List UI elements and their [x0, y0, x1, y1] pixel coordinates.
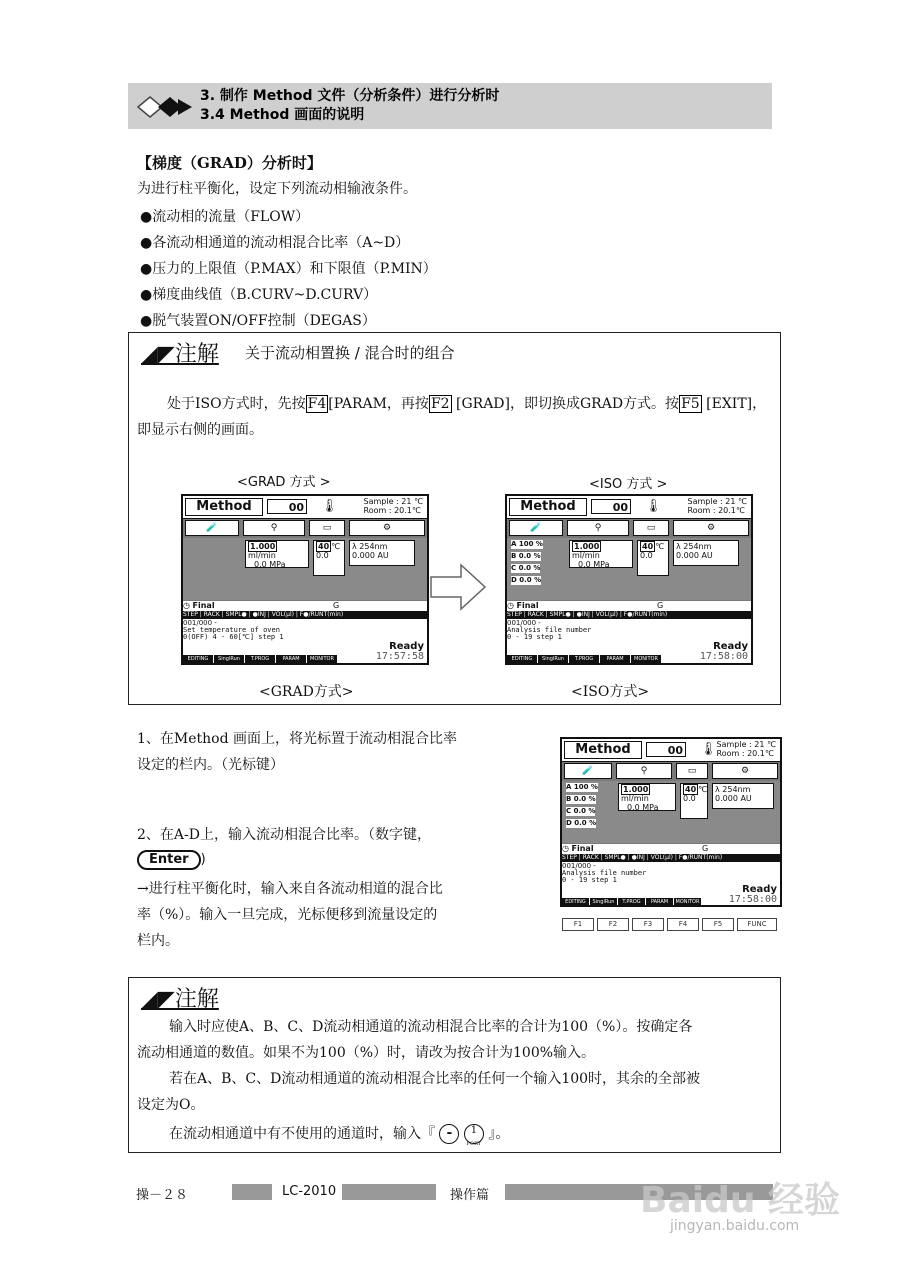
- chapter-title: 3. 制作 Method 文件（分析条件）进行分析时: [200, 88, 500, 104]
- status-ready: Ready 17:58:00: [728, 884, 777, 905]
- note2-heading: ◢◤注解: [141, 987, 219, 1012]
- temperatures: Sample : 21 ℃ Room : 20.1℃: [363, 497, 423, 515]
- fkey-singlrun[interactable]: SinglRun: [590, 898, 617, 906]
- fkey-tprog[interactable]: T.PROG: [245, 655, 275, 663]
- flow-value[interactable]: 1.000: [623, 785, 649, 794]
- tab-pump[interactable]: ⚲: [567, 520, 629, 536]
- minus-key-icon: -: [439, 1124, 459, 1144]
- watermark-url: jingyan.baidu.com: [670, 1218, 800, 1234]
- bullet-flow: ●流动相的流量（FLOW）: [140, 209, 310, 225]
- tab-detector[interactable]: ⚙: [712, 763, 778, 779]
- step1-line1: 1、在Method 画面上，将光标置于流动相混合比率: [137, 731, 458, 747]
- note2-p1a: 输入时应使A、B、C、D流动相通道的流动相混合比率的合计为100（%）。按确定各: [169, 1019, 693, 1035]
- iso-label-top: <ISO 方式 >: [589, 477, 668, 492]
- right-arrow-icon: [429, 563, 489, 611]
- tab-oven[interactable]: ▭: [633, 520, 669, 536]
- grad-label-top: <GRAD 方式 >: [237, 475, 331, 490]
- tab-bottle[interactable]: 🧪: [564, 763, 612, 779]
- tab-detector[interactable]: ⚙: [349, 520, 425, 536]
- note-subtitle: 关于流动相置换 / 混合时的组合: [245, 344, 455, 362]
- fkey-monitor[interactable]: MONITOR: [675, 899, 700, 905]
- table-row[interactable]: 001/000 -: [562, 862, 780, 871]
- status-ready: Ready 17:58:00: [699, 641, 748, 662]
- tab-oven[interactable]: ▭: [676, 763, 708, 779]
- enter-key: Enter: [137, 850, 201, 870]
- model-name: LC-2010: [282, 1184, 337, 1199]
- status-ready: Ready 17:57:58: [375, 641, 424, 662]
- footer-bar-2: [342, 1184, 436, 1200]
- fkey-editing[interactable]: EDITING: [183, 655, 213, 663]
- thermometer-icon: 🌡: [645, 499, 662, 514]
- screen-title: Method: [509, 498, 587, 516]
- step2-line1: 2、在A-D上，输入流动相混合比率。（数字键，: [137, 827, 431, 843]
- thermometer-icon: 🌡: [321, 499, 338, 514]
- f2-button[interactable]: F2: [597, 918, 629, 931]
- flow-value[interactable]: 1.000: [574, 542, 600, 551]
- iso-label-bottom: <ISO方式>: [571, 684, 650, 700]
- step2-line3: →进行柱平衡化时，输入来自各流动相道的混合比: [137, 881, 443, 897]
- function-key-bar: [562, 898, 702, 906]
- oven-set[interactable]: 40: [642, 542, 654, 551]
- table-header: STEP | RACK | SMPL● | ●INJ | VOL(μl) | F●/RUNT(min): [562, 854, 780, 862]
- fkey-monitor[interactable]: MONITOR: [631, 655, 661, 663]
- bullet-curve: ●梯度曲线值（B.CURV~D.CURV）: [140, 287, 378, 303]
- note-heading: ◢◤注解: [141, 342, 219, 367]
- channel-a[interactable]: A 100 %: [566, 783, 598, 791]
- step1-line2: 设定的栏内。（光标键）: [137, 757, 284, 773]
- f5-key: F5: [681, 396, 700, 412]
- tab-detector[interactable]: ⚙: [673, 520, 749, 536]
- fkey-singlrun[interactable]: SinglRun: [214, 655, 244, 663]
- message-area: Set temperature of oven 0(OFF) 4 - 60[℃] step 1: [183, 627, 427, 642]
- grad-heading: 【梯度（GRAD）分析时】: [137, 154, 322, 172]
- temperatures: Sample : 21 ℃ Room : 20.1℃: [716, 740, 776, 758]
- note2-p2b: 设定为O。: [137, 1097, 205, 1113]
- one-key-icon: 1 PORT: [464, 1124, 484, 1144]
- fkey-param[interactable]: PARAM: [646, 898, 673, 906]
- tab-bottle[interactable]: 🧪: [185, 520, 239, 536]
- tab-pump[interactable]: ⚲: [243, 520, 305, 536]
- fkey-param[interactable]: PARAM: [276, 655, 306, 663]
- fkey-tprog[interactable]: T.PROG: [618, 898, 645, 906]
- note-paragraph-end: 即显示右侧的画面。: [137, 422, 263, 438]
- channel-b[interactable]: B 0.0 %: [511, 552, 541, 560]
- diamond-arrow-icon: [136, 93, 196, 121]
- fkey-param[interactable]: PARAM: [600, 655, 630, 663]
- note-paragraph: 处于ISO方式时，先按 F4 [PARAM，再按 F2 [GRAD]，即切换成GRAD方式。按 F5 [EXIT]，: [167, 396, 767, 412]
- oven-set[interactable]: 40: [685, 785, 697, 794]
- channel-c[interactable]: C 0.0 %: [511, 564, 541, 572]
- message-area: Analysis file number 0 - 19 step 1: [562, 870, 780, 885]
- channel-d[interactable]: D 0.0 %: [566, 819, 597, 827]
- f4-button[interactable]: F4: [667, 918, 699, 931]
- step-screen: Method 00 🌡 Sample : 21 ℃ Room : 20.1℃ 🧪 ⚲ ▭ ⚙ A 100 % B 0.0 % C 0.0 % D 0.0 % 1.000 ml/min 0.0 MPa 40 ℃ 0.0 λ 254nm 0.000 AU ◷ Final G STEP | RACK | SMPL● | ●INJ | VOL(μl) | F●/RUNT(min) 001/000 - Analysis file number 0 - 19 step 1 Ready 17:58:00 EDITING SinglRun T.PROG PARAM MONITOR: [560, 737, 782, 907]
- fkey-singlrun[interactable]: SinglRun: [538, 655, 568, 663]
- oven-set[interactable]: 40: [318, 542, 330, 551]
- iso-screen: Method 00 🌡 Sample : 21 ℃ Room : 20.1℃ 🧪 ⚲ ▭ ⚙ A 100 % B 0.0 % C 0.0 % D 0.0 % 1.000 ml/min 0.0 MPa 40 ℃ 0.0 λ 254nm 0.000 AU ◷ Final G STEP | RACK | SMPL● | ●INJ | VOL(μl) | F●/RUNT(min) 001/000 - Analysis file number 0 - 19 step 1 Ready 17:58:00 EDITING SinglRun T.PROG PARAM MONITOR: [505, 494, 753, 665]
- note-box-2: [128, 977, 781, 1153]
- watermark-logo: Baidu 经验: [640, 1180, 841, 1221]
- tab-bottle[interactable]: 🧪: [509, 520, 563, 536]
- function-key-bar: [183, 655, 338, 663]
- table-row[interactable]: 001/000 -: [183, 619, 427, 628]
- flow-value[interactable]: 1.000: [250, 542, 276, 551]
- footer-bar-1: [232, 1184, 272, 1200]
- screen-title: Method: [564, 741, 642, 759]
- intro-text: 为进行柱平衡化，设定下列流动相输液条件。: [137, 181, 417, 197]
- step2-line4: 率（%）。输入一旦完成，光标便移到流量设定的: [137, 907, 438, 923]
- f4-key: F4: [307, 396, 327, 412]
- tab-pump[interactable]: ⚲: [616, 763, 672, 779]
- thermometer-icon: 🌡: [700, 742, 717, 757]
- channel-a[interactable]: A 100 %: [511, 540, 543, 548]
- grad-label-bottom: <GRAD方式>: [259, 684, 354, 700]
- table-header: STEP | RACK | SMPL● | ●INJ | VOL(μl) | F●/RUNT(min): [507, 611, 751, 619]
- channel-d[interactable]: D 0.0 %: [511, 576, 542, 584]
- bullet-ratio: ●各流动相通道的流动相混合比率（A~D）: [140, 235, 410, 251]
- bullet-degas: ●脱气装置ON/OFF控制（DEGAS）: [140, 313, 376, 329]
- file-number: 00: [591, 499, 631, 514]
- note2-p1b: 流动相通道的数值。如果不为100（%）时，请改为按合计为100%输入。: [137, 1045, 596, 1061]
- message-area: Analysis file number 0 - 19 step 1: [507, 627, 751, 642]
- step2-line5: 栏内。: [137, 933, 179, 949]
- note2-p3: 在流动相通道中有不使用的通道时，输入『 - 1 PORT 』。: [169, 1125, 510, 1147]
- channel-c[interactable]: C 0.0 %: [566, 807, 596, 815]
- f2-key: F2: [430, 396, 450, 412]
- function-key-bar: [507, 655, 662, 663]
- part-name: 操作篇: [450, 1188, 490, 1203]
- table-header: STEP | RACK | SMPL● | ●INJ | VOL(μl) | F●/RUNT(min): [183, 611, 427, 619]
- note2-p2a: 若在A、B、C、D流动相通道的流动相混合比率的任何一个输入100时，其余的全部被: [169, 1071, 701, 1087]
- f5-button[interactable]: F5: [702, 918, 734, 931]
- fkey-tprog[interactable]: T.PROG: [569, 655, 599, 663]
- screen-title: Method: [185, 498, 263, 516]
- bullet-pressure: ●压力的上限值（P.MAX）和下限值（P.MIN）: [140, 261, 437, 277]
- table-row[interactable]: 001/000 -: [507, 619, 751, 628]
- fkey-monitor[interactable]: MONITOR: [307, 655, 337, 663]
- grad-screen: Method 00 🌡 Sample : 21 ℃ Room : 20.1℃ 🧪 ⚲ ▭ ⚙ 1.000 ml/min 0.0 MPa 40 ℃ 0.0 λ 254nm 0.000 AU ◷ Final G STEP | RACK | SMPL● | ●INJ | VOL(μl) | F●/RUNT(min) 001/000 - Set temperature of oven 0(OFF) 4 - 60[℃] step 1 Ready 17:57:58 EDITING SinglRun T.PROG PARAM MONITOR: [181, 494, 429, 665]
- section-title: 3.4 Method 画面的说明: [200, 107, 365, 123]
- enter-key-line: Enter ): [137, 850, 206, 870]
- f1-button[interactable]: F1: [562, 918, 594, 931]
- tab-oven[interactable]: ▭: [309, 520, 345, 536]
- file-number: 00: [646, 742, 686, 757]
- func-button[interactable]: FUNC: [737, 918, 777, 931]
- channel-b[interactable]: B 0.0 %: [566, 795, 596, 803]
- f3-button[interactable]: F3: [632, 918, 664, 931]
- temperatures: Sample : 21 ℃ Room : 20.1℃: [687, 497, 747, 515]
- fkey-editing[interactable]: EDITING: [507, 655, 537, 663]
- file-number: 00: [267, 499, 307, 514]
- chapter-header: [128, 83, 772, 129]
- fkey-editing[interactable]: EDITING: [562, 898, 589, 906]
- page-number: 操－２８: [136, 1188, 189, 1203]
